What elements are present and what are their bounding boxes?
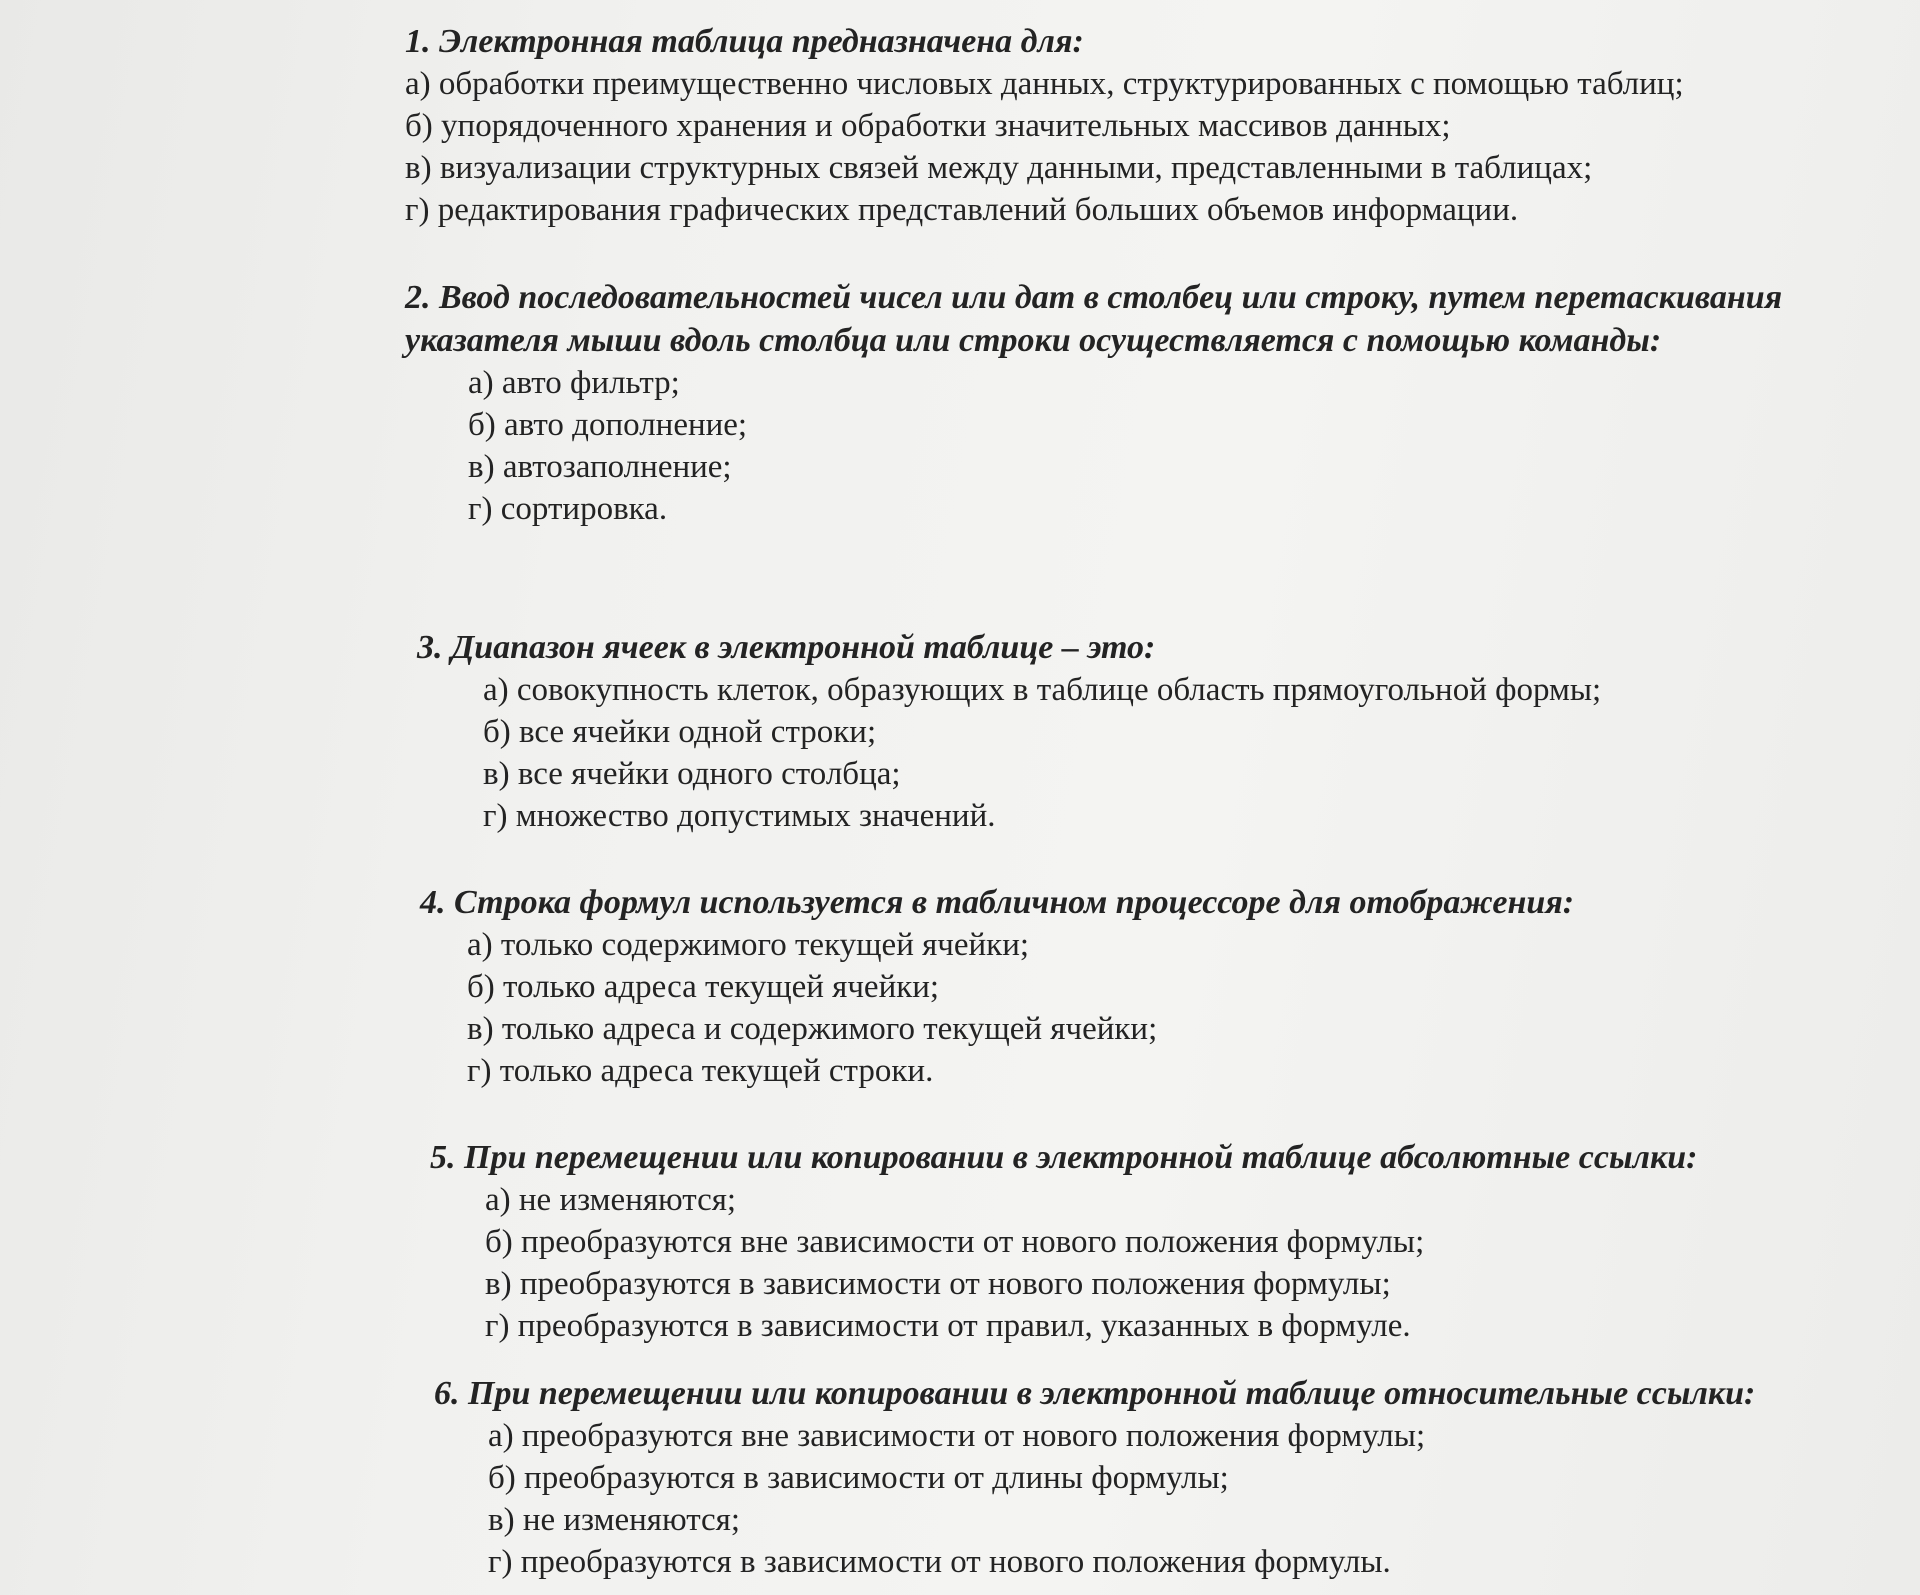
question-title: 3. Диапазон ячеек в электронной таблице – это:: [417, 629, 1156, 666]
question-4: [420, 881, 1574, 1092]
answer-option-b: б) все ячейки одной строки;: [483, 714, 877, 750]
answer-option-d: г) преобразуются в зависимости от правил, указанных в формуле.: [485, 1308, 1411, 1344]
question-title: 2. Ввод последовательностей чисел или дат в столбец или строку, путем перетаскивания указателя мыши вдоль столбца или строки осуществляется с помощью команды:: [405, 279, 1783, 359]
answer-option-d: г) преобразуются в зависимости от нового положения формулы.: [488, 1544, 1391, 1580]
answer-option-c: в) визуализации структурных связей между данными, представленными в таблицах;: [405, 150, 1593, 186]
question-2: [405, 276, 1895, 530]
question-title: 6. При перемещении или копировании в электронной таблице относительные ссылки:: [434, 1375, 1756, 1412]
answer-option-c: в) преобразуются в зависимости от нового положения формулы;: [485, 1266, 1391, 1302]
answer-options: [483, 669, 1601, 837]
answer-option-a: а) не изменяются;: [485, 1182, 737, 1218]
answer-option-d: г) только адреса текущей строки.: [467, 1053, 934, 1089]
question-3: [417, 626, 1601, 837]
answer-option-a: а) обработки преимущественно числовых данных, структурированных с помощью таблиц;: [405, 66, 1684, 102]
question-5: [430, 1136, 1697, 1347]
answer-options: [467, 924, 1574, 1092]
answer-options: [485, 1179, 1697, 1347]
question-title: 4. Строка формул используется в табличном процессоре для отображения:: [420, 884, 1575, 921]
question-6: [434, 1372, 1755, 1583]
answer-option-d: г) множество допустимых значений.: [483, 798, 996, 834]
answer-option-b: б) упорядоченного хранения и обработки значительных массивов данных;: [405, 108, 1451, 144]
answer-option-a: а) только содержимого текущей ячейки;: [467, 927, 1030, 963]
question-1: [405, 20, 1684, 231]
answer-options: [405, 63, 1684, 231]
answer-option-b: б) преобразуются вне зависимости от нового положения формулы;: [485, 1224, 1425, 1260]
question-title: 5. При перемещении или копировании в электронной таблице абсолютные ссылки:: [430, 1139, 1698, 1176]
answer-option-a: а) преобразуются вне зависимости от нового положения формулы;: [488, 1418, 1426, 1454]
answer-option-b: б) преобразуются в зависимости от длины формулы;: [488, 1460, 1229, 1496]
answer-option-b: б) авто дополнение;: [468, 407, 748, 443]
answer-option-a: а) совокупность клеток, образующих в таблице область прямоугольной формы;: [483, 672, 1602, 708]
answer-option-c: в) автозаполнение;: [468, 449, 732, 485]
answer-option-d: г) сортировка.: [468, 491, 668, 527]
answer-option-d: г) редактирования графических представлений больших объемов информации.: [405, 192, 1519, 228]
question-title: 1. Электронная таблица предназначена для:: [405, 23, 1084, 60]
answer-option-c: в) только адреса и содержимого текущей ячейки;: [467, 1011, 1158, 1047]
answer-options: [468, 362, 1895, 530]
answer-option-c: в) все ячейки одного столбца;: [483, 756, 901, 792]
answer-options: [488, 1415, 1755, 1583]
answer-option-b: б) только адреса текущей ячейки;: [467, 969, 940, 1005]
answer-option-c: в) не изменяются;: [488, 1502, 741, 1538]
answer-option-a: а) авто фильтр;: [468, 365, 680, 401]
